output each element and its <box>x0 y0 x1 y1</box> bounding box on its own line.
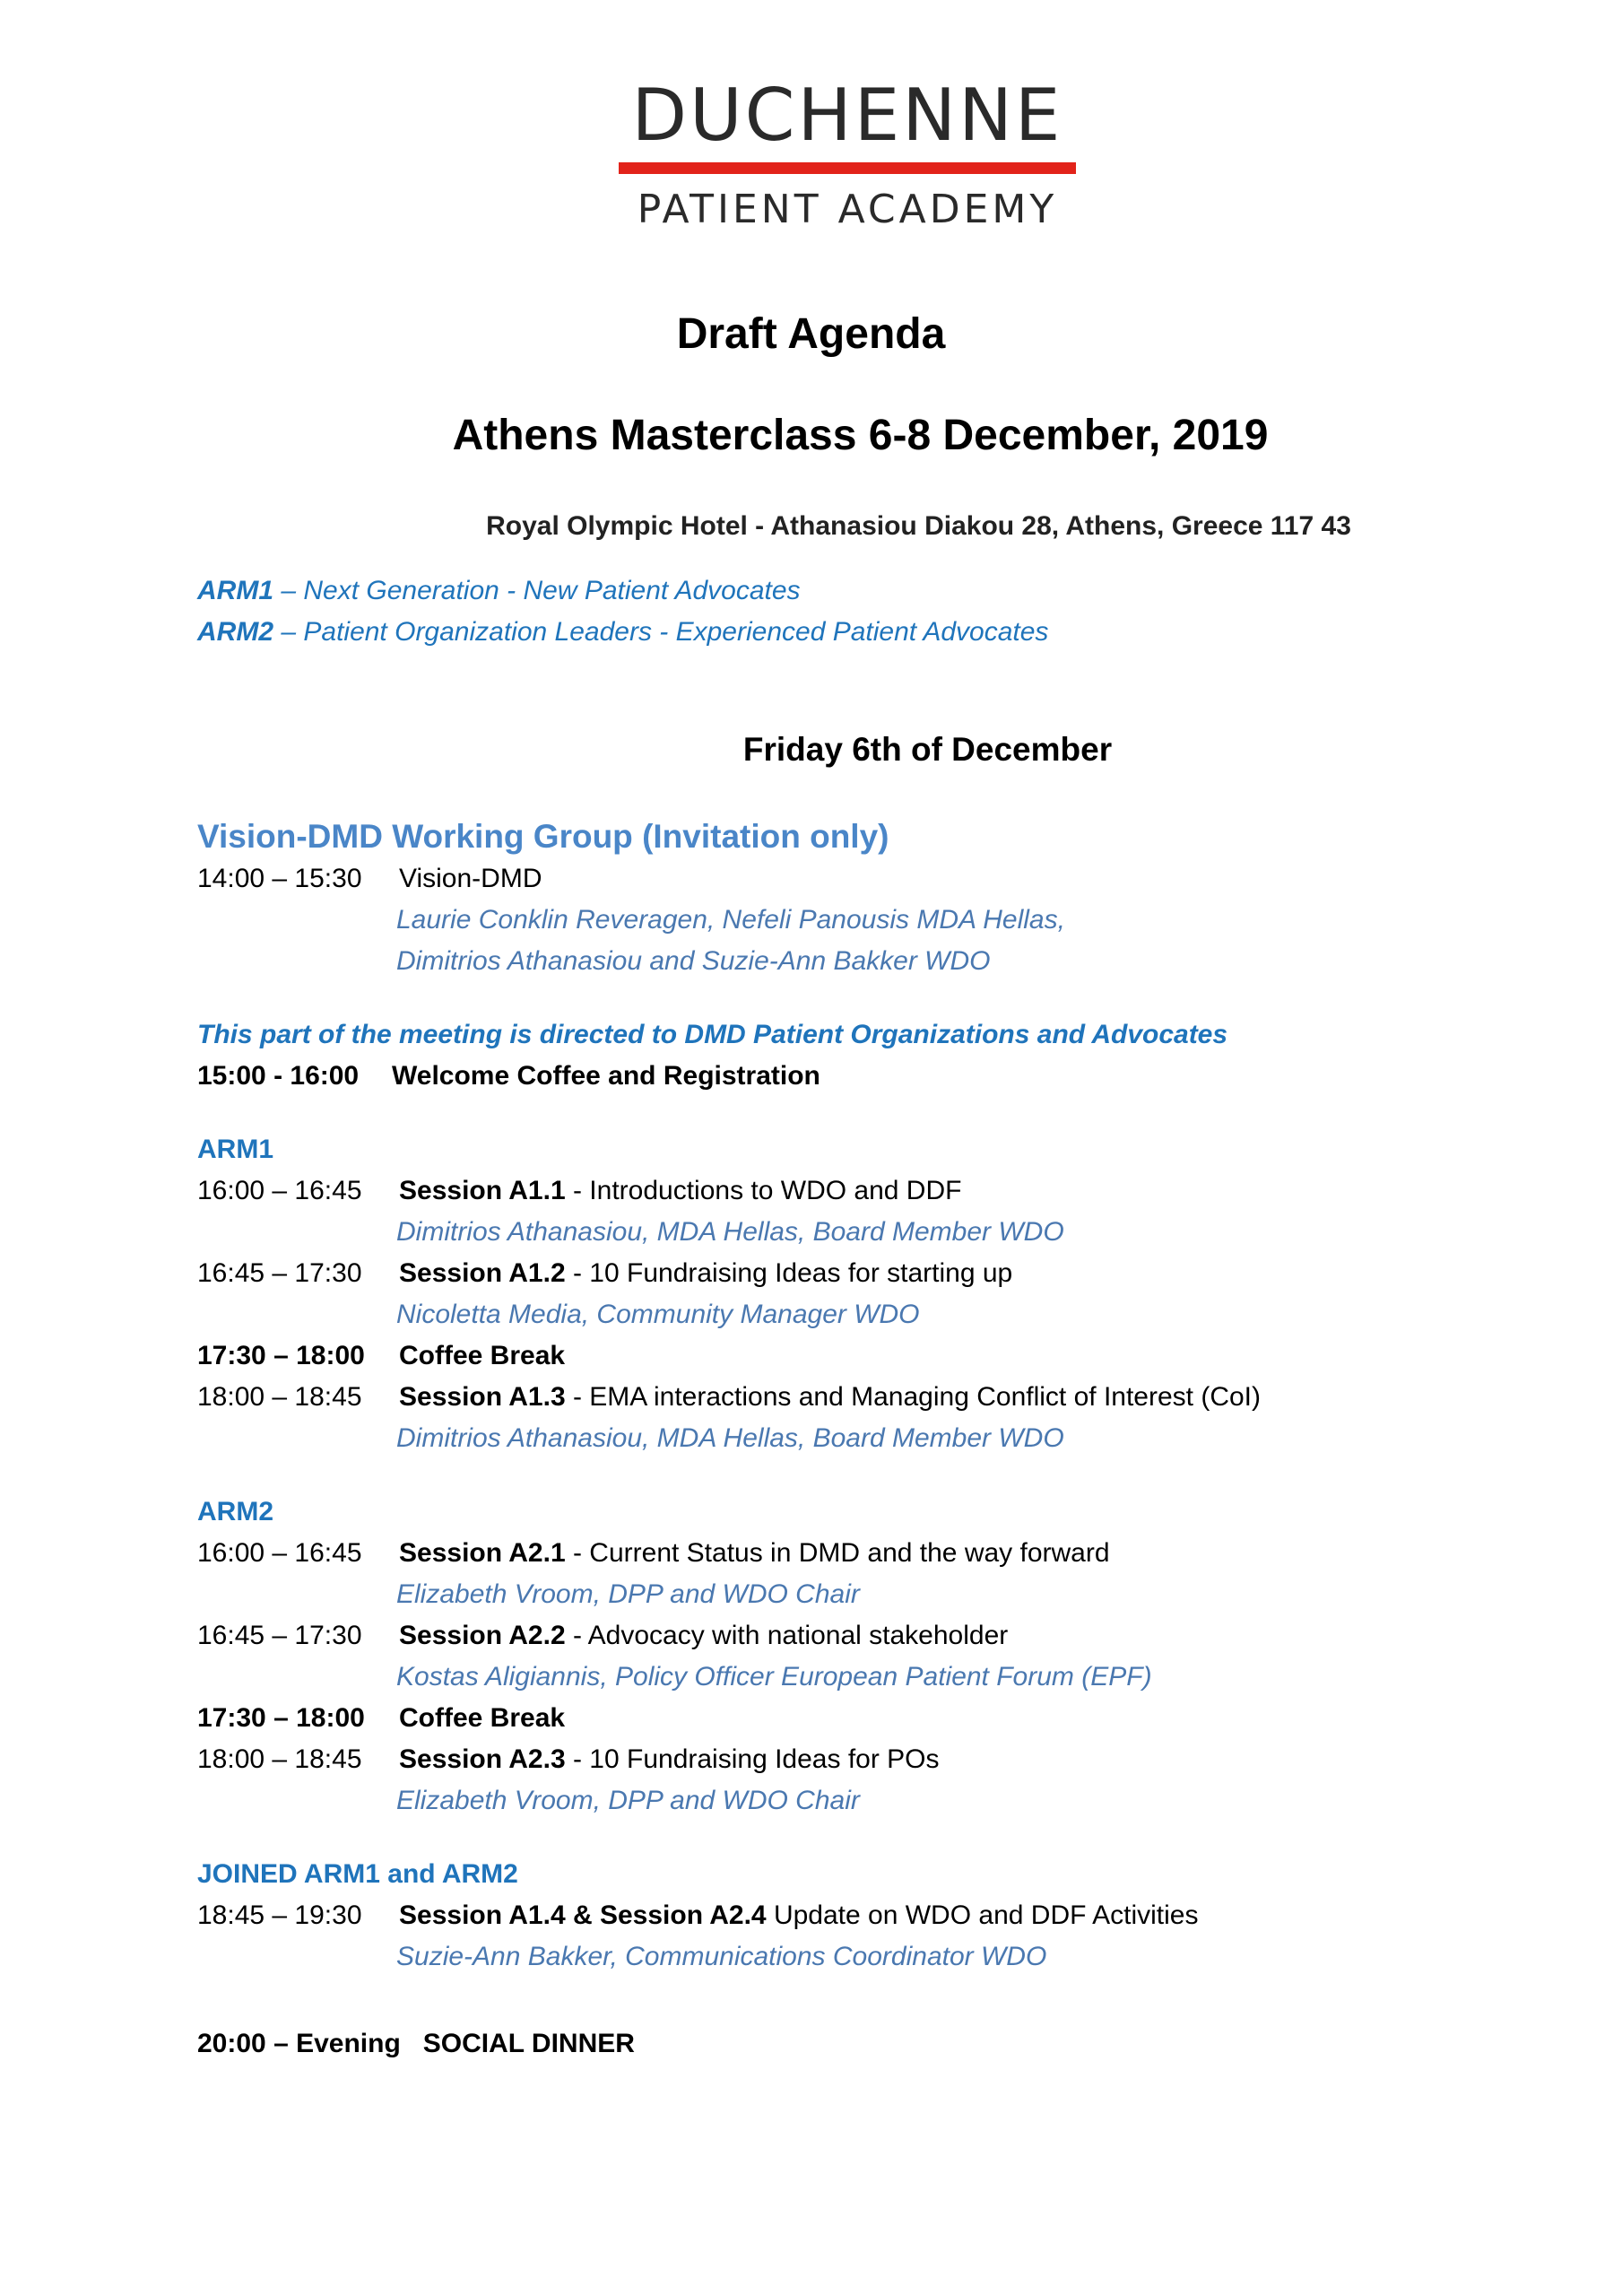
joined-heading: JOINED ARM1 and ARM2 <box>197 1859 518 1889</box>
time-slot: 15:00 - 16:00 <box>197 1061 360 1091</box>
session-topic: - EMA interactions and Managing Conflict of Interest (CoI) <box>565 1382 1261 1412</box>
session-topic: - 10 Fundraising Ideas for starting up <box>565 1258 1013 1288</box>
time-slot: 18:45 – 19:30 <box>197 1900 362 1930</box>
coffee-break: Coffee Break <box>399 1341 566 1370</box>
arm-description: – Patient Organization Leaders - Experienced Patient Advocates <box>273 617 1049 647</box>
logo-wordmark: DUCHENNE <box>631 74 1063 157</box>
session-id: Session A2.3 <box>399 1744 566 1774</box>
time-slot: 20:00 – Evening <box>197 2029 401 2058</box>
speaker-line: Suzie-Ann Bakker, Communications Coordinator WDO <box>396 1942 1047 1971</box>
social-dinner-row <box>197 2029 635 2059</box>
session-title <box>399 1176 961 1206</box>
session-title <box>399 1538 1110 1569</box>
logo-red-bar <box>619 162 1076 174</box>
page-title: Draft Agenda <box>676 310 946 358</box>
session-id: Session A1.4 & Session A2.4 <box>399 1900 767 1930</box>
duchenne-logo <box>619 76 1076 233</box>
venue-address: Royal Olympic Hotel - Athanasiou Diakou 28, Athens, Greece 117 43 <box>486 511 1351 541</box>
vision-heading: Vision-DMD Working Group (Invitation only) <box>197 818 889 855</box>
session-topic: - Introductions to WDO and DDF <box>565 1176 962 1205</box>
day-heading: Friday 6th of December <box>742 731 1113 768</box>
time-slot: 17:30 – 18:00 <box>197 1341 365 1370</box>
speaker-line: Elizabeth Vroom, DPP and WDO Chair <box>396 1786 860 1815</box>
time-slot: 18:00 – 18:45 <box>197 1382 362 1412</box>
speaker-line: Dimitrios Athanasiou, MDA Hellas, Board Member WDO <box>396 1423 1064 1453</box>
session-topic: - 10 Fundraising Ideas for POs <box>565 1744 940 1774</box>
session-title: Welcome Coffee and Registration <box>392 1061 820 1091</box>
time-slot: 18:00 – 18:45 <box>197 1744 362 1774</box>
session-id: Session A2.1 <box>399 1538 566 1568</box>
speaker-line: Dimitrios Athanasiou, MDA Hellas, Board Member WDO <box>396 1217 1064 1247</box>
session-id: Session A1.1 <box>399 1176 566 1205</box>
speaker-line: Nicoletta Media, Community Manager WDO <box>396 1300 920 1329</box>
arm2-heading: ARM2 <box>197 1497 274 1526</box>
speaker-line: Laurie Conklin Reveragen, Nefeli Panousis MDA Hellas, <box>396 905 1065 935</box>
time-slot: 16:45 – 17:30 <box>197 1621 362 1650</box>
speaker-line: Dimitrios Athanasiou and Suzie-Ann Bakker WDO <box>396 946 991 976</box>
session-title <box>399 1900 1198 1931</box>
time-slot: 16:45 – 17:30 <box>197 1258 362 1288</box>
arm-code: ARM2 <box>197 617 274 647</box>
arm1-legend <box>197 576 801 606</box>
speaker-line: Elizabeth Vroom, DPP and WDO Chair <box>396 1579 860 1609</box>
session-topic: Update on WDO and DDF Activities <box>766 1900 1199 1930</box>
arm-description: – Next Generation - New Patient Advocates <box>273 576 801 605</box>
arm1-heading: ARM1 <box>197 1135 274 1164</box>
time-slot: 16:00 – 16:45 <box>197 1538 362 1568</box>
event-title: Athens Masterclass 6-8 December, 2019 <box>452 412 1269 459</box>
session-id: Session A1.3 <box>399 1382 566 1412</box>
arm-code: ARM1 <box>197 576 274 605</box>
session-title <box>399 1621 1008 1651</box>
session-title <box>399 1744 940 1775</box>
logo-subtitle: PATIENT ACADEMY <box>637 187 1058 232</box>
coffee-break: Coffee Break <box>399 1703 566 1733</box>
dinner-title: SOCIAL DINNER <box>422 2029 635 2058</box>
time-slot: 14:00 – 15:30 <box>197 864 362 893</box>
session-id: Session A2.2 <box>399 1621 566 1650</box>
speaker-line: Kostas Aligiannis, Policy Officer European Patient Forum (EPF) <box>396 1662 1152 1692</box>
session-title <box>399 1382 1261 1413</box>
arm2-legend <box>197 617 1048 648</box>
session-topic: - Advocacy with national stakeholder <box>565 1621 1009 1650</box>
session-topic: - Current Status in DMD and the way forward <box>565 1538 1110 1568</box>
session-title <box>399 1258 1012 1289</box>
session-id: Session A1.2 <box>399 1258 566 1288</box>
session-title: Vision-DMD <box>399 864 542 893</box>
time-slot: 16:00 – 16:45 <box>197 1176 362 1205</box>
audience-notice: This part of the meeting is directed to DMD Patient Organizations and Advocates <box>197 1020 1228 1049</box>
time-slot: 17:30 – 18:00 <box>197 1703 365 1733</box>
